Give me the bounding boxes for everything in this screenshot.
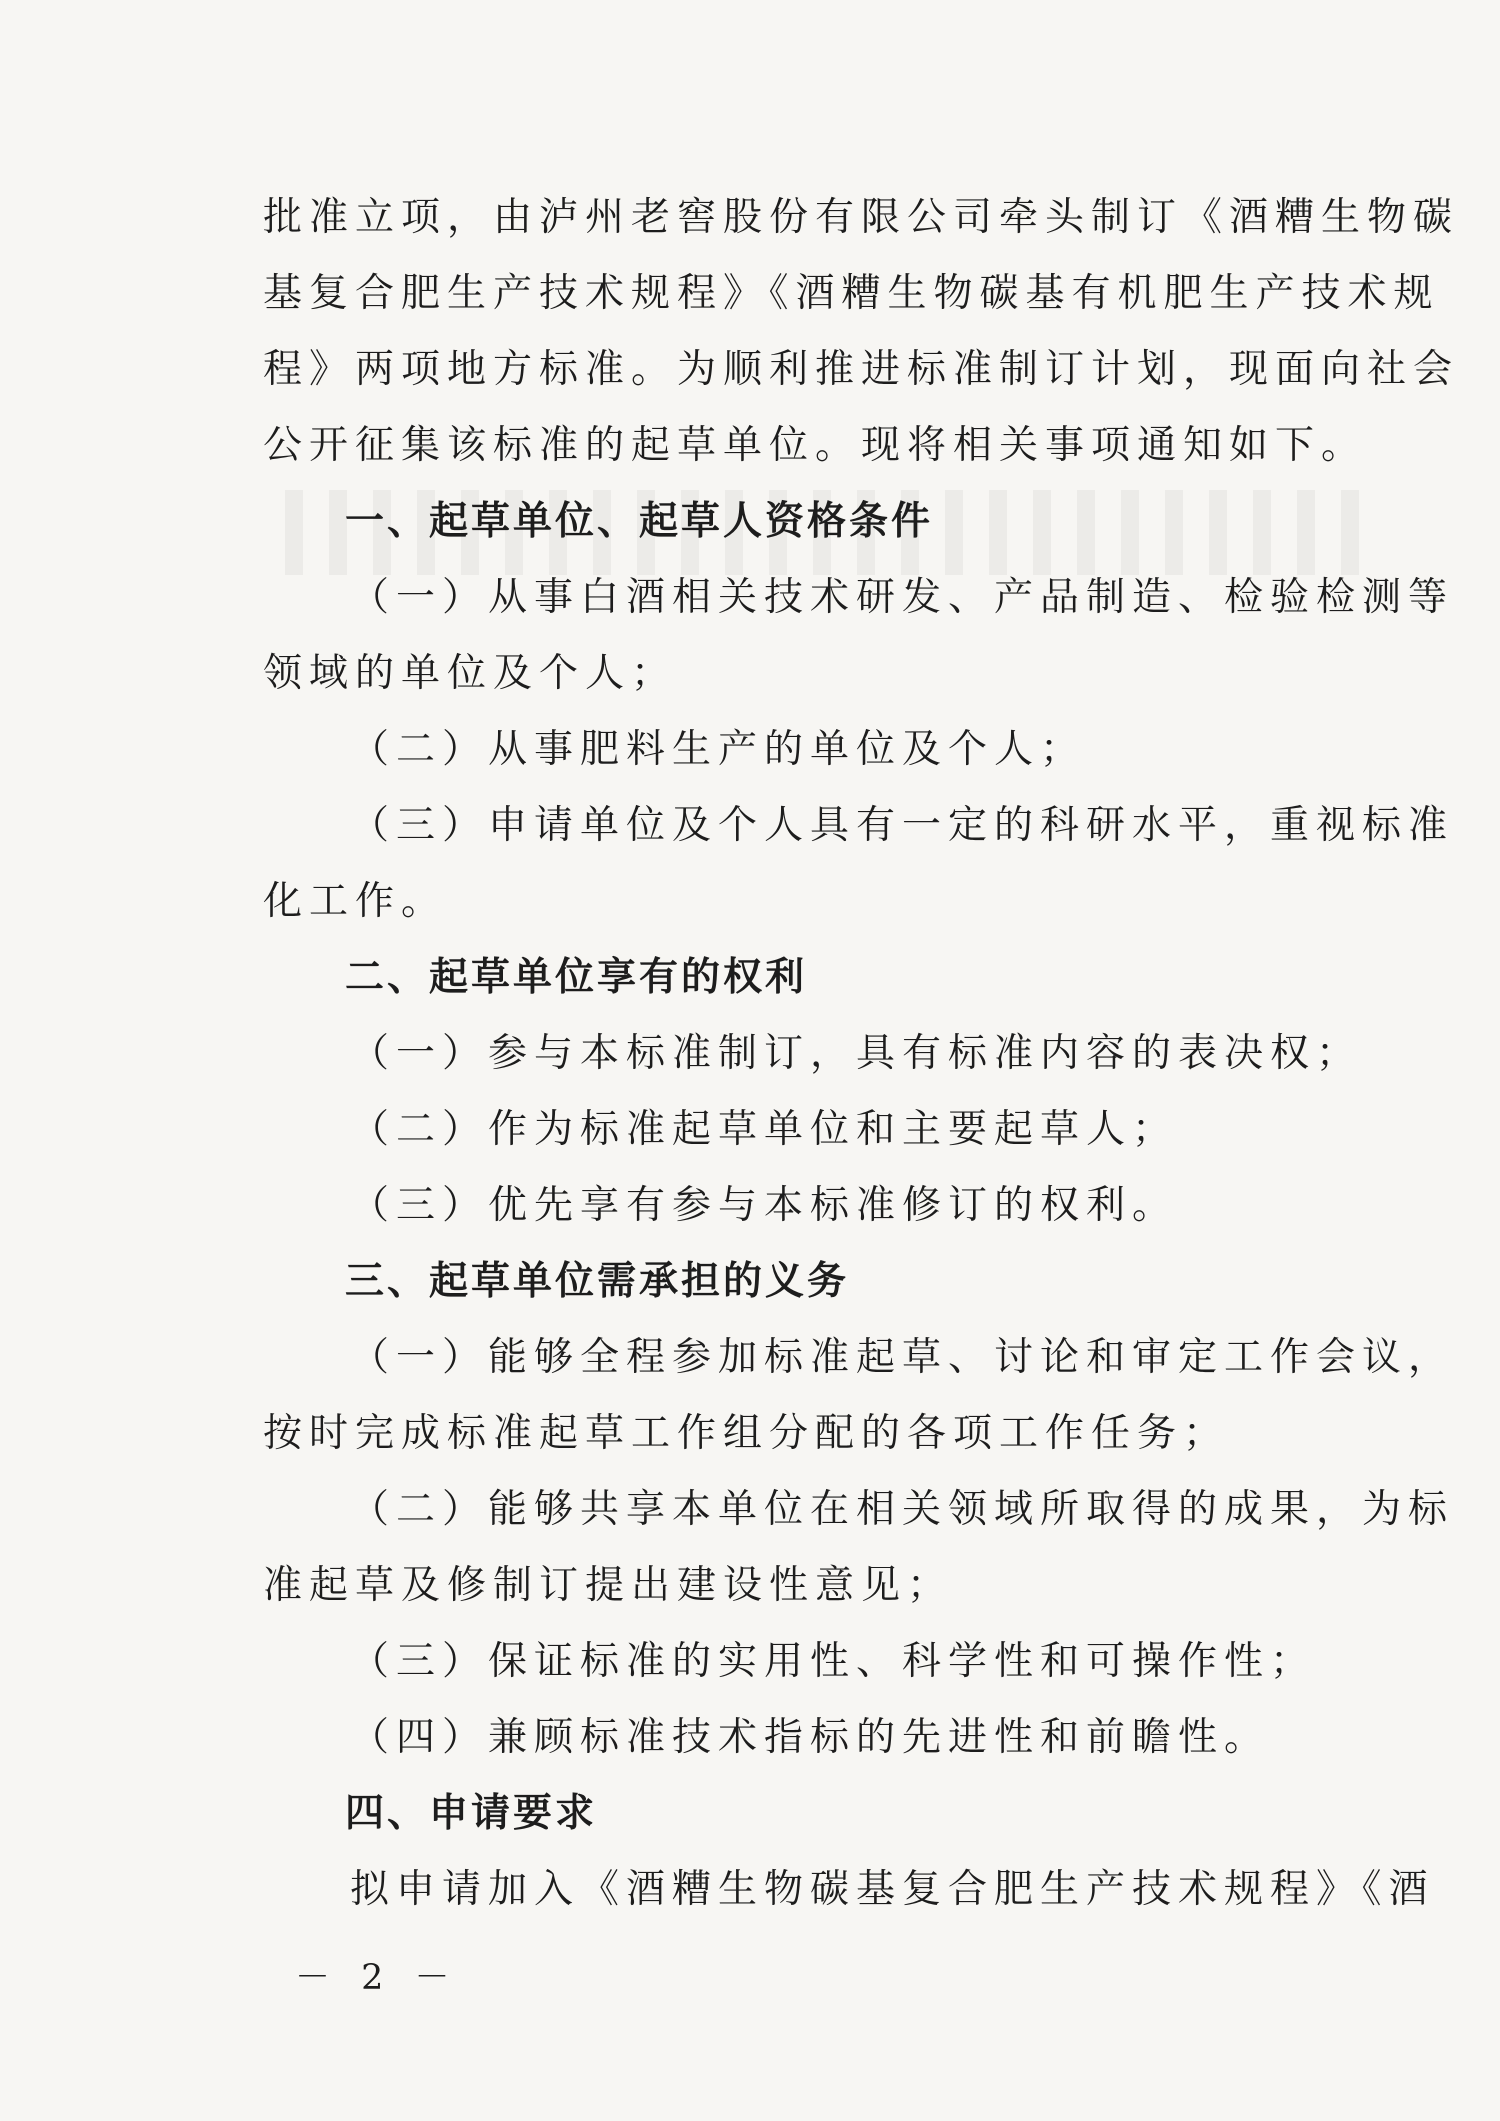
section-heading-3: 三、起草单位需承担的义务 — [345, 1259, 850, 1304]
paragraph-line-1: 批准立项，由泸州老窖股份有限公司牵头制订《酒糟生物碳 — [263, 195, 1460, 240]
section-3-item-4: （四）兼顾标准技术指标的先进性和前瞻性。 — [350, 1715, 1271, 1760]
section-1-item-3-line-1: （三）申请单位及个人具有一定的科研水平，重视标准 — [350, 803, 1455, 848]
paragraph-line-4: 公开征集该标准的起草单位。现将相关事项通知如下。 — [263, 423, 1368, 468]
section-3-item-3: （三）保证标准的实用性、科学性和可操作性； — [350, 1639, 1317, 1684]
section-2-item-3: （三）优先享有参与本标准修订的权利。 — [350, 1183, 1179, 1228]
section-3-item-1-line-1: （一）能够全程参加标准起草、讨论和审定工作会议， — [350, 1335, 1455, 1380]
section-3-item-2-line-1: （二）能够共享本单位在相关领域所取得的成果，为标 — [350, 1487, 1455, 1532]
section-2-item-1: （一）参与本标准制订，具有标准内容的表决权； — [350, 1031, 1363, 1076]
section-4-paragraph-line-1: 拟申请加入《酒糟生物碳基复合肥生产技术规程》《酒 — [350, 1867, 1435, 1912]
paragraph-line-2: 基复合肥生产技术规程》《酒糟生物碳基有机肥生产技术规 — [263, 271, 1440, 316]
section-heading-2: 二、起草单位享有的权利 — [345, 955, 808, 1000]
section-3-item-1-line-2: 按时完成标准起草工作组分配的各项工作任务； — [263, 1411, 1230, 1456]
section-heading-1: 一、起草单位、起草人资格条件 — [345, 499, 934, 544]
section-3-item-2-line-2: 准起草及修制订提出建设性意见； — [263, 1563, 954, 1608]
section-1-item-1-line-2: 领域的单位及个人； — [263, 651, 678, 696]
section-heading-4: 四、申请要求 — [345, 1791, 598, 1836]
section-1-item-1-line-1: （一）从事白酒相关技术研发、产品制造、检验检测等 — [350, 575, 1455, 620]
page-number: － 2 － — [295, 1958, 460, 1998]
section-1-item-2: （二）从事肥料生产的单位及个人； — [350, 727, 1087, 772]
paragraph-line-3: 程》两项地方标准。为顺利推进标准制订计划，现面向社会 — [263, 347, 1460, 392]
section-2-item-2: （二）作为标准起草单位和主要起草人； — [350, 1107, 1179, 1152]
section-1-item-3-line-2: 化工作。 — [263, 879, 448, 924]
